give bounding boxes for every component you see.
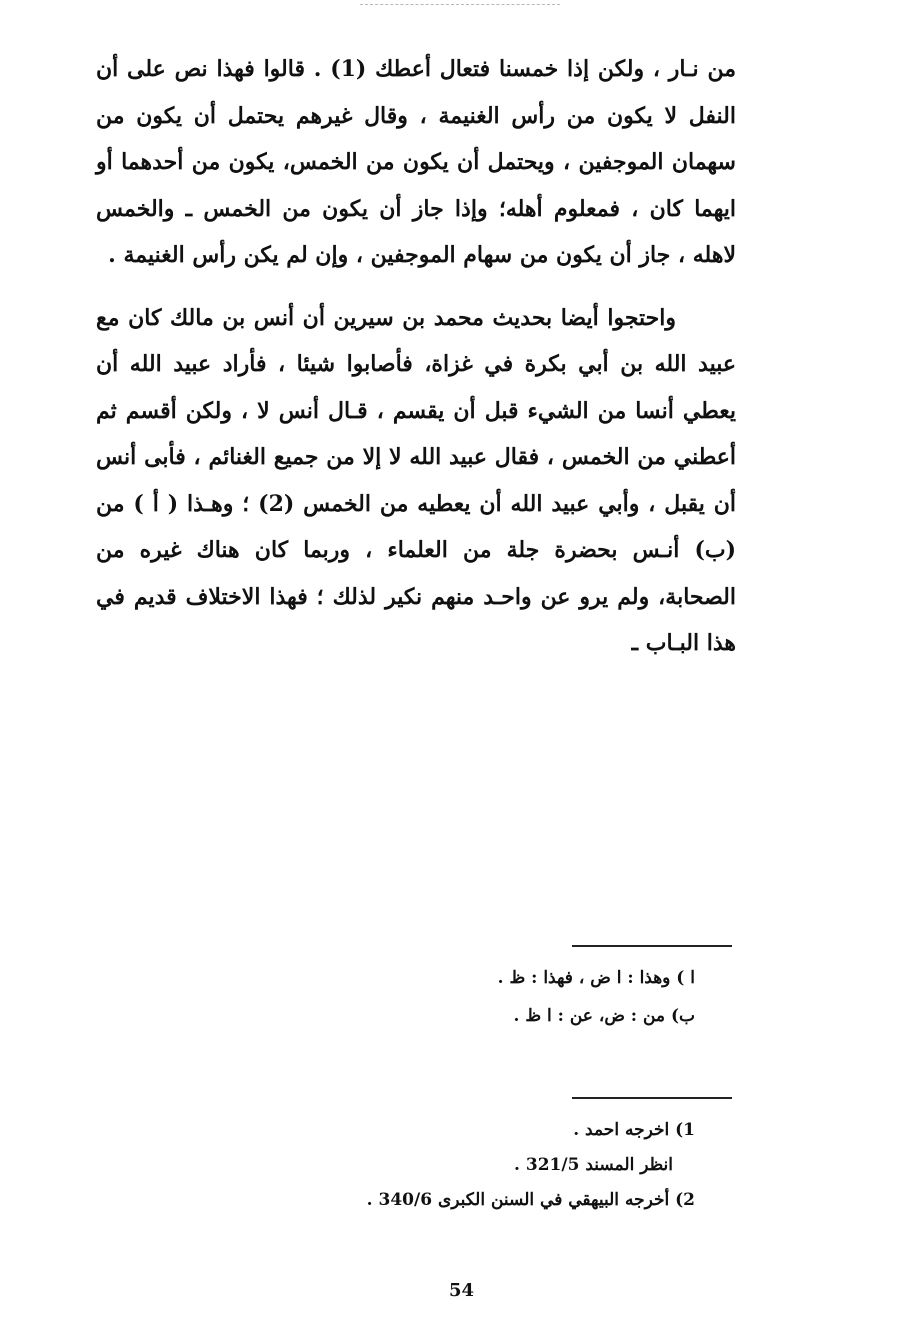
top-decorative-rule [360,4,560,5]
footnote-1: 1) اخرجه احمد . [573,1120,695,1140]
paragraph-2: واحتجوا أيضا بحديث محمد بن سيرين أن أنس بن مالك كان مع عبيد الله بن أبي بكرة في غزاة، فأصابوا شيئا ، فأراد عبيد الله أن يعطي أنسا من الشيء قبل أن يقسم ، قـال أنس لا ، ولكن أقسم ثم أعطني من الخمس ، فقال عبيد الله لا إلا من جميع الغنائم ، فأبى أنس أن يقبل ، وأبي عبيد الله أن يعطيه من الخمس (2) ؛ وهـذا ( أ ) من (ب) أنـس بحضرة جلة من العلماء ، وربما كان هناك غيره من الصحابة، ولم يرو عن واحـد منهم نكير لذلك ؛ فهذا الاختلاف قديم في هذا البـاب ـ [96,304,737,656]
paragraph-1: من نـار ، ولكن إذا خمسنا فتعال أعطك (1) . قالوا فهذا نص على أن النفل لا يكون من رأس الغنيمة ، وقال غيرهم يحتمل أن يكون من سهمان الموجفين ، ويحتمل أن يكون من الخمس، يكون من أحدهما أو ايهما كان ، فمعلوم أهله؛ وإذا جاز أن يكون من الخمس ـ والخمس لاهله ، جاز أن يكون من سهام الموجفين ، وإن لم يكن رأس الغنيمة . [96,56,736,268]
main-text [96,46,736,667]
variant-note-a: ا ) وهذا : ا ض ، فهذا : ظ . [497,968,695,988]
page-number: 54 [448,1280,475,1301]
variant-note-b: ب) من : ض، عن : ا ظ . [513,1006,695,1026]
footnote-2: 2) أخرجه البيهقي في السنن الكبرى 340/6 . [366,1190,695,1210]
footnote-1-reference: انظر المسند 321/5 . [514,1155,673,1175]
source-notes-divider [572,1097,732,1099]
variant-notes-divider [572,945,732,947]
